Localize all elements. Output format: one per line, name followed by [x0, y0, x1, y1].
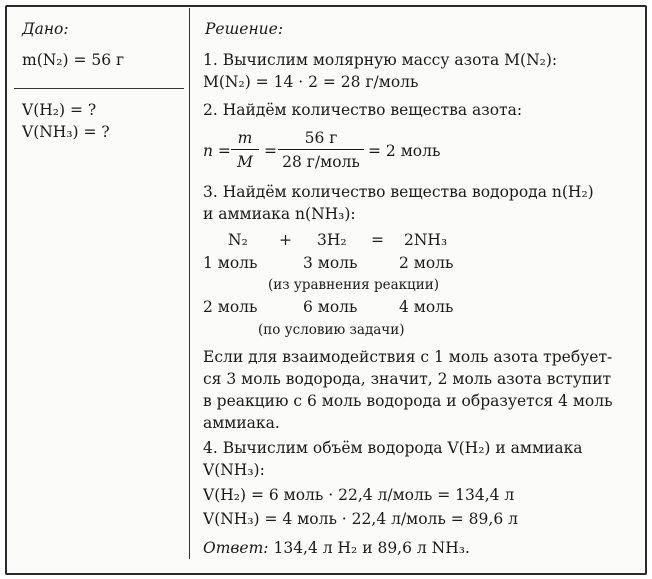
step4-heading-cont: V(NH₃): — [203, 461, 265, 479]
paragraph-line-3: в реакцию с 6 моль водорода и образуется 4 моль — [203, 392, 613, 410]
ratio-equation-nh3: 2 моль — [399, 254, 454, 272]
fraction-denominator-molar-mass: 28 г/моль — [282, 153, 360, 171]
answer-line — [203, 538, 470, 558]
ratio-equation-n2: 1 моль — [203, 254, 258, 272]
fraction-numerator-m: m — [237, 129, 253, 147]
equation-equals: = — [371, 231, 384, 249]
answer-text: 134,4 л H₂ и 89,6 л NH₃. — [273, 539, 470, 557]
ratio-condition-nh3: 4 моль — [399, 298, 454, 316]
fraction-denominator-M: M — [237, 153, 253, 171]
step3-heading: 3. Найдём количество вещества водорода n(H₂) — [203, 183, 594, 201]
ratio-equation-h2: 3 моль — [303, 254, 358, 272]
fraction-numerator-mass: 56 г — [304, 129, 338, 147]
answer-label: Ответ: — [203, 539, 269, 557]
ratio-condition-n2: 2 моль — [203, 298, 258, 316]
paragraph-line-1: Если для взаимодействия с 1 моль азота требует- — [203, 348, 613, 366]
formula-n-equals: n = — [203, 142, 231, 160]
reactant-n2: N₂ — [228, 231, 248, 249]
ratio-condition-h2: 6 моль — [303, 298, 358, 316]
formula-result: = 2 моль — [368, 142, 441, 160]
volume-nh3-calc: V(NH₃) = 4 моль · 22,4 л/моль = 89,6 л — [203, 510, 518, 528]
fraction-bar-1 — [231, 149, 259, 150]
reactant-h2: 3H₂ — [317, 231, 347, 249]
product-nh3: 2NH₃ — [404, 231, 448, 249]
find-h2-volume: V(H₂) = ? — [22, 101, 97, 119]
given-divider — [14, 88, 184, 89]
given-title: Дано: — [22, 20, 69, 38]
find-nh3-volume: V(NH₃) = ? — [22, 123, 110, 141]
fraction-bar-2 — [278, 149, 364, 150]
step2-heading: 2. Найдём количество вещества азота: — [203, 101, 523, 119]
solution-title: Решение: — [205, 20, 284, 38]
paragraph-line-2: ся 3 моль водорода, значит, 2 моль азота вступит — [203, 370, 612, 388]
step1-heading: 1. Вычислим молярную массу азота M(N₂): — [203, 51, 558, 69]
column-divider — [189, 8, 190, 559]
equation-plus: + — [279, 231, 292, 249]
paragraph-line-4: аммиака. — [203, 414, 280, 432]
formula-equals: = — [264, 142, 277, 160]
note-from-condition: (по условию задачи) — [258, 322, 405, 338]
note-from-equation: (из уравнения реакции) — [268, 277, 440, 293]
step1-calculation: M(N₂) = 14 · 2 = 28 г/моль — [203, 73, 419, 91]
given-mass: m(N₂) = 56 г — [22, 51, 125, 69]
step4-heading: 4. Вычислим объём водорода V(H₂) и аммиака — [203, 439, 583, 457]
step3-heading-cont: и аммиака n(NH₃): — [203, 205, 356, 223]
volume-h2-calc: V(H₂) = 6 моль · 22,4 л/моль = 134,4 л — [203, 486, 515, 504]
